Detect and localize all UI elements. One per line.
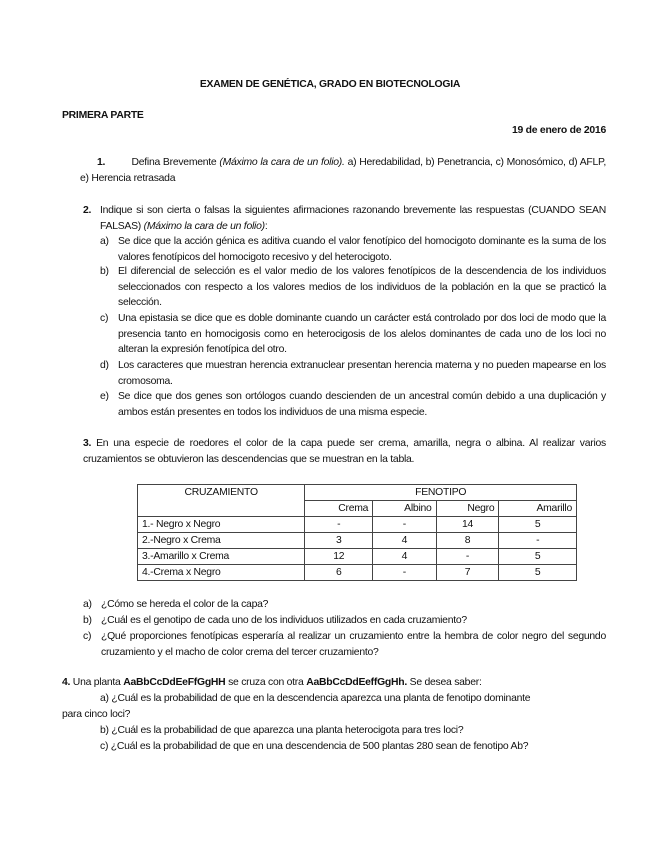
question-text: Se desea saber: — [407, 677, 482, 688]
question-number: 4. — [62, 677, 71, 688]
question-number: 1. — [97, 157, 106, 168]
q3-item-b — [83, 613, 606, 629]
question-4 — [62, 675, 482, 691]
row-name: 2.-Negro x Crema — [138, 533, 305, 549]
item-text: ¿Cuál es el genotipo de cada uno de los individuos utilizados en cada cruzamiento? — [101, 615, 467, 626]
cell: 5 — [499, 565, 577, 581]
statement-b — [100, 264, 606, 311]
item-text: Se dice que dos genes son ortólogos cuando descienden de un ancestral común debido a una duplicación y ambos están presentes en todos los individuos de una misma especie. — [118, 391, 606, 418]
cell: 4 — [373, 533, 436, 549]
q4-item-c: c) ¿Cuál es la probabilidad de que en una descendencia de 500 plantas 280 sean de fenotipo Ab? — [100, 741, 529, 752]
cell: 3 — [305, 533, 373, 549]
question-text: Indique si son cierta o falsas la siguientes afirmaciones razonando brevemente las respuestas (CUANDO SEAN FALSAS) — [100, 205, 606, 232]
table-row — [138, 549, 577, 565]
question-text: se cruza con otra — [225, 677, 307, 688]
cell: - — [373, 565, 436, 581]
table-row — [138, 533, 577, 549]
q4-item-b: b) ¿Cuál es la probabilidad de que aparezca una planta heterocigota para tres loci? — [100, 725, 464, 736]
column-header: Albino — [373, 501, 436, 517]
cell: - — [373, 517, 436, 533]
column-header: Amarillo — [499, 501, 577, 517]
cell: 12 — [305, 549, 373, 565]
question-2: Indique si son cierta o falsas la siguientes afirmaciones razonando brevemente las respuestas (CUANDO SEAN FALSAS) (Máximo la cara de un folio): — [100, 205, 606, 232]
item-label: e) — [100, 391, 109, 402]
question-3 — [83, 436, 606, 467]
statement-e — [100, 389, 606, 420]
question-1 — [80, 155, 606, 186]
cell: 14 — [436, 517, 499, 533]
genotype-1: AaBbCcDdEeFfGgHH — [123, 677, 226, 688]
item-label: a) — [83, 599, 92, 610]
cell: - — [436, 549, 499, 565]
statement-d — [100, 358, 606, 389]
header-cruzamiento: CRUZAMIENTO — [138, 485, 305, 517]
question-lead: Defina Brevemente — [131, 157, 217, 168]
item-label: c) — [100, 313, 109, 324]
item-label: b) — [83, 615, 92, 626]
q3-item-c — [83, 629, 606, 660]
q3-item-a — [83, 597, 606, 613]
column-header: Negro — [436, 501, 499, 517]
crosses-table — [137, 484, 577, 581]
cell: - — [305, 517, 373, 533]
q4-item-a-cont: para cinco loci? — [62, 709, 131, 720]
question-note: (Máximo la cara de un folio). — [219, 157, 345, 168]
question-text: a) Heredabilidad, b) Penetrancia, c) Monosómico, d) AFLP, e) Herencia retrasada — [80, 157, 606, 184]
question-number: 2. — [83, 205, 92, 216]
row-name: 4.-Crema x Negro — [138, 565, 305, 581]
part-heading: PRIMERA PARTE — [62, 110, 144, 121]
cell: 5 — [499, 549, 577, 565]
item-text: El diferencial de selección es el valor medio de los valores fenotípicos de la descendencia de los individuos seleccionados con respecto a los valores medios de los individuos de la población en la que se practicó la selección. — [118, 266, 606, 309]
item-label: b) — [100, 266, 109, 277]
question-note: (Máximo la cara de un folio) — [143, 220, 265, 232]
item-label: d) — [100, 360, 109, 371]
item-text: Una epistasia se dice que es doble dominante cuando un carácter está controlado por dos loci de modo que la presencia tanto en homocigosis como en heterocigosis de los alelos dominantes de cada uno de los loci no alteran la expresión fenotípica del otro. — [118, 313, 606, 356]
item-text: Se dice que la acción génica es aditiva cuando el valor fenotípico del homocigoto dominante es la suma de los valores fenotípicos del homocigoto recesivo y del heterocigoto. — [118, 236, 606, 263]
table-row — [138, 565, 577, 581]
genotype-2: AaBbCcDdEeffGgHh. — [306, 677, 408, 688]
row-name: 1.- Negro x Negro — [138, 517, 305, 533]
cell: 8 — [436, 533, 499, 549]
item-text: Los caracteres que muestran herencia extranuclear presentan herencia materna y no pueden mapearse en los cromosoma. — [118, 360, 606, 387]
cell: 7 — [436, 565, 499, 581]
question-number: 3. — [83, 438, 92, 449]
item-text: ¿Qué proporciones fenotípicas esperaría al realizar un cruzamiento entre la hembra de color negro del segundo cruzamiento y el macho de color crema del tercer cruzamiento? — [101, 631, 606, 658]
statement-a — [100, 234, 606, 265]
column-header: Crema — [305, 501, 373, 517]
page-title: EXAMEN DE GENÉTICA, GRADO EN BIOTECNOLOGIA — [199, 79, 461, 90]
table-row — [138, 517, 577, 533]
header-fenotipo: FENOTIPO — [305, 485, 577, 501]
cell: 4 — [373, 549, 436, 565]
item-label: c) — [83, 631, 92, 642]
statement-c — [100, 311, 606, 358]
cell: 6 — [305, 565, 373, 581]
item-text: ¿Cómo se hereda el color de la capa? — [101, 599, 269, 610]
exam-date: 19 de enero de 2016 — [511, 125, 606, 136]
question-text: Una planta — [70, 677, 124, 688]
q4-item-a: a) ¿Cuál es la probabilidad de que en la descendencia aparezca una planta de fenotipo dominante — [100, 693, 531, 704]
cell: - — [499, 533, 577, 549]
question-text: En una especie de roedores el color de la capa puede ser crema, amarilla, negra o albina. Al realizar varios cruzamientos se obtuvieron las descendencias que se muestran en la tabla. — [83, 438, 606, 465]
row-name: 3.-Amarillo x Crema — [138, 549, 305, 565]
cell: 5 — [499, 517, 577, 533]
item-label: a) — [100, 236, 109, 247]
